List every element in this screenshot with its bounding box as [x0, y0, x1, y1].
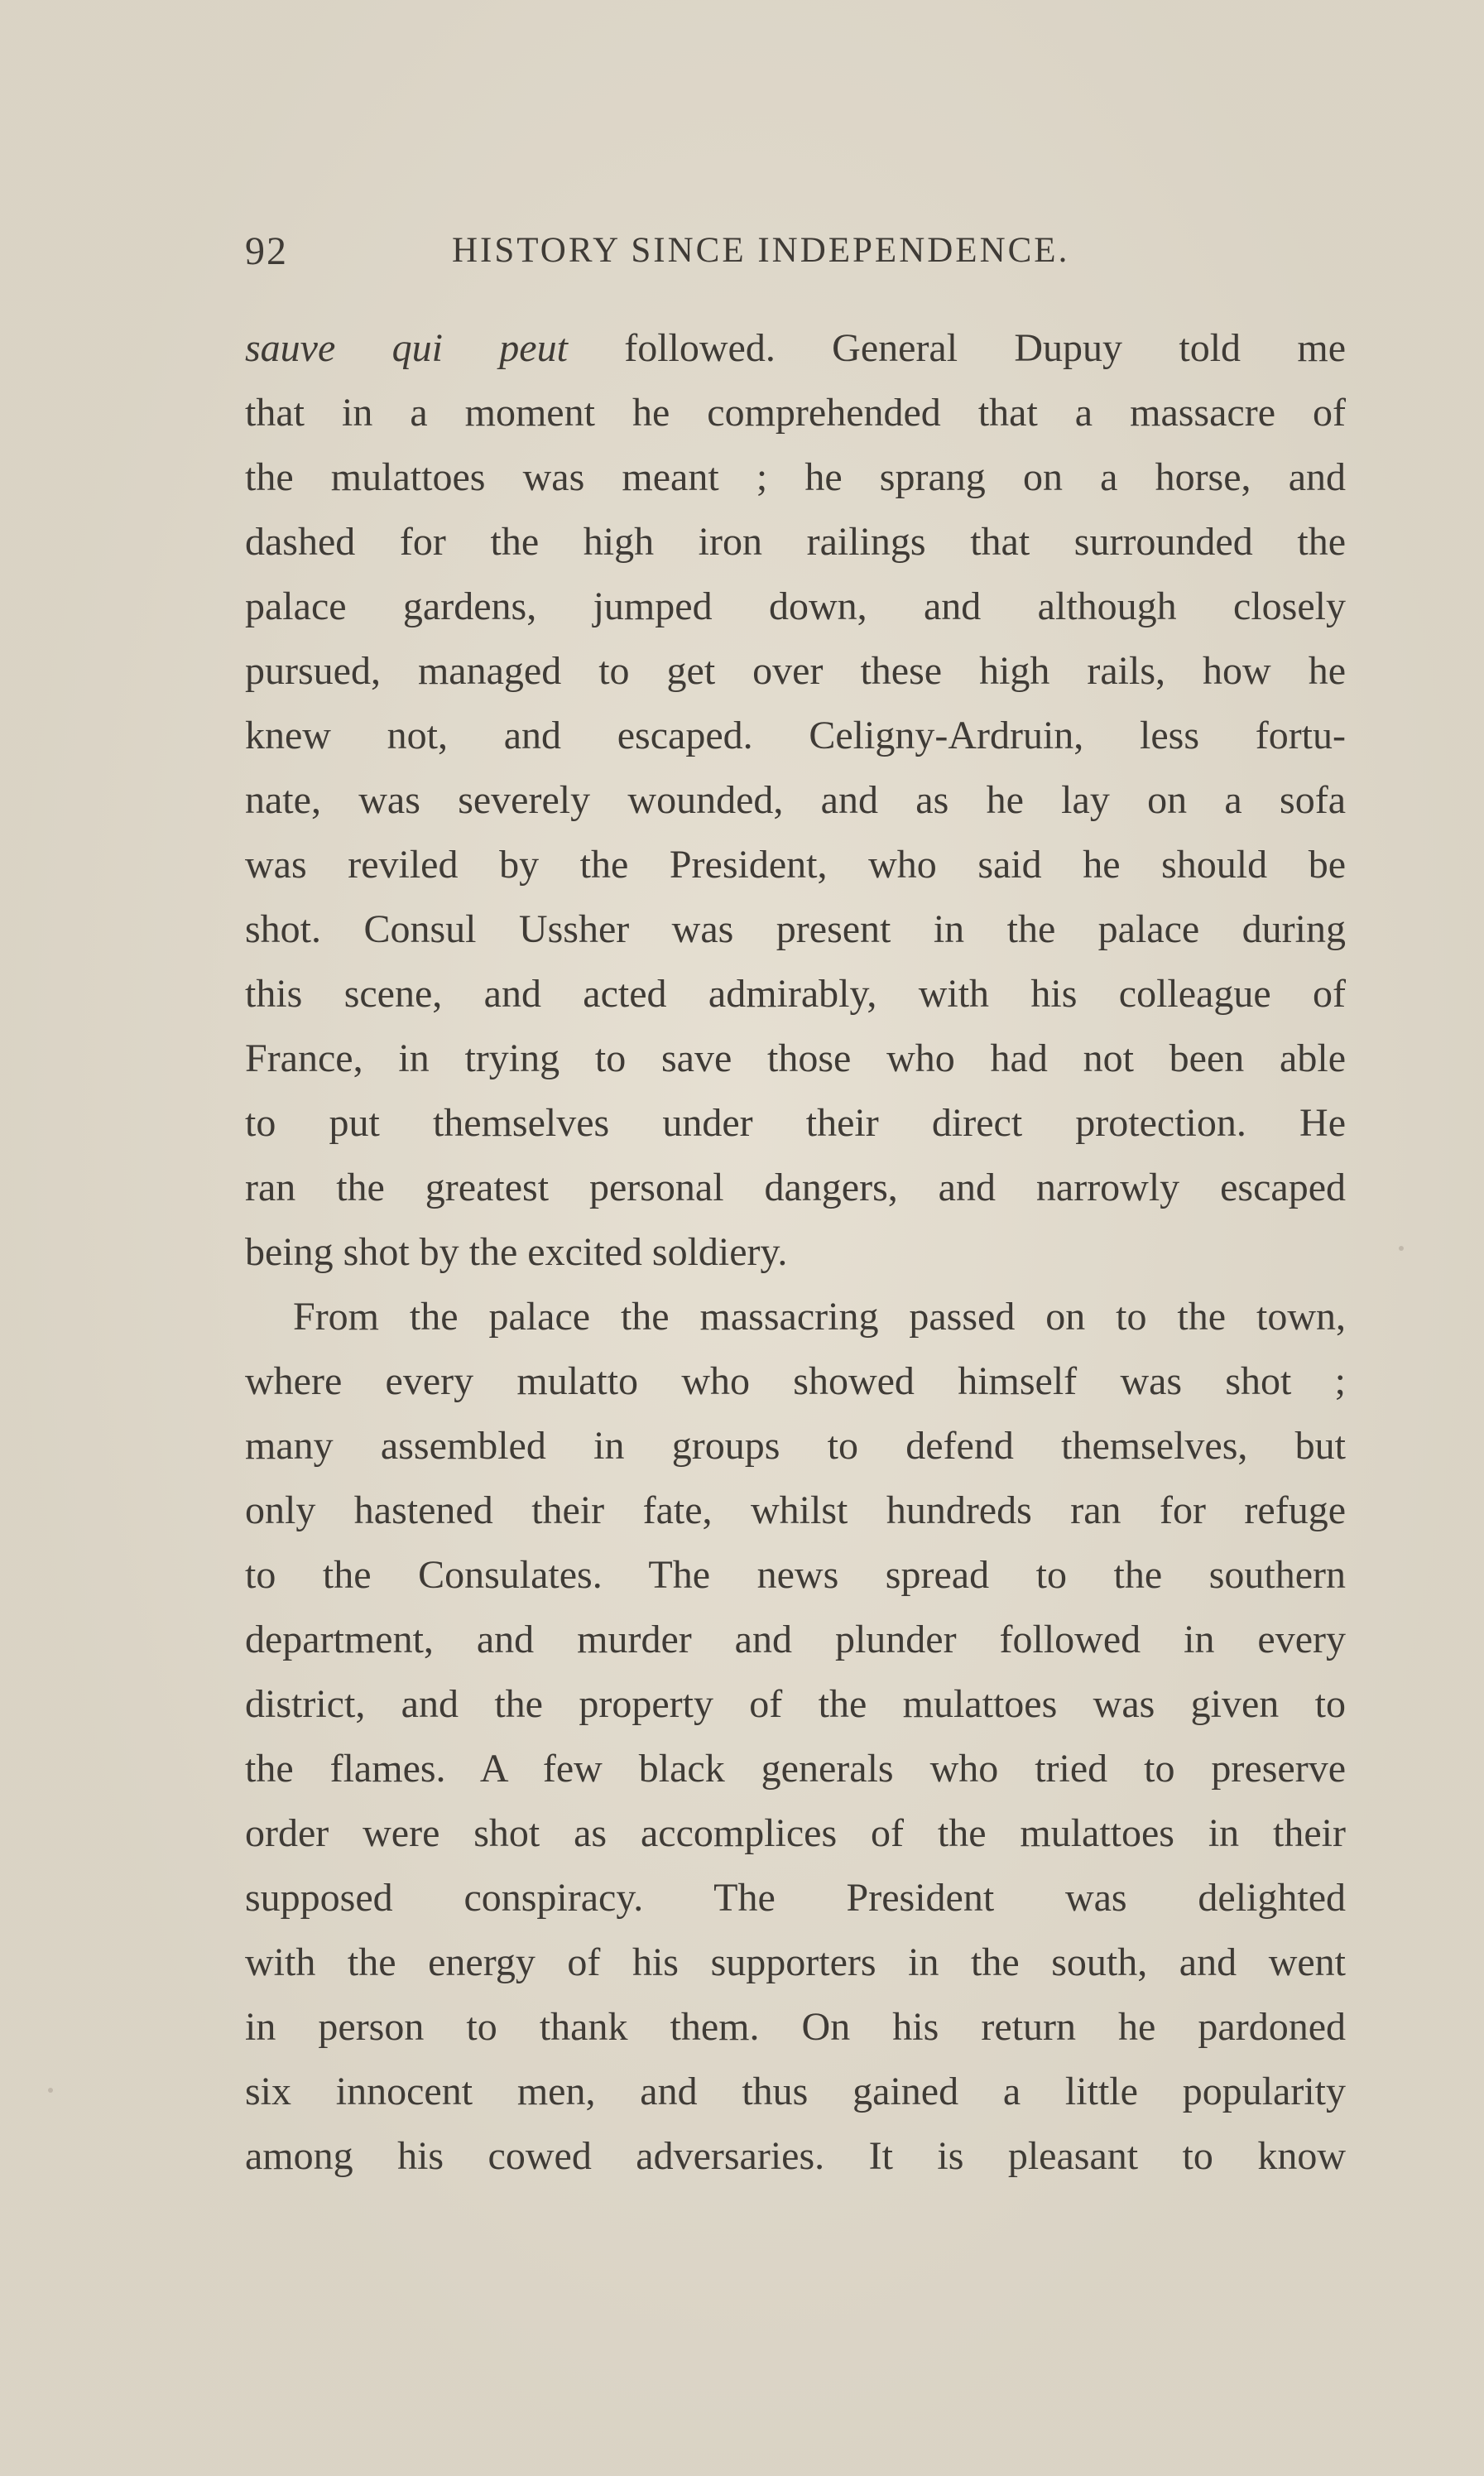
paragraph-start-line: From the palace the massacring passed on to the town, [293, 1295, 1346, 1339]
text-line: the mulattoes was meant ; he sprang on a horse, and [245, 455, 1346, 499]
text-line: with the energy of his supporters in the south, and went [245, 1940, 1346, 1984]
text-line: pursued, managed to get over these high rails, how he [245, 649, 1346, 693]
running-title: HISTORY SINCE INDEPENDENCE. [452, 231, 1070, 270]
italic-phrase: sauve qui peut [245, 326, 568, 370]
text-line: this scene, and acted admirably, with his colleague of [245, 972, 1346, 1016]
text-line: many assembled in groups to defend themselves, but [245, 1424, 1346, 1468]
text-line: shot. Consul Ussher was present in the palace during [245, 907, 1346, 951]
text-line: six innocent men, and thus gained a little popularity [245, 2070, 1346, 2113]
text-line: nate, was severely wounded, and as he lay on a sofa [245, 778, 1346, 822]
text-line: supposed conspiracy. The President was delighted [245, 1876, 1346, 1920]
text-line: palace gardens, jumped down, and although closely [245, 584, 1346, 628]
text-line: to put themselves under their direct protection. He [245, 1101, 1346, 1145]
text-line: to the Consulates. The news spread to the southern [245, 1553, 1346, 1597]
page-number: 92 [245, 229, 288, 273]
text-line: that in a moment he comprehended that a massacre of [245, 391, 1346, 435]
paper-speck [48, 2088, 53, 2093]
text-line: the flames. A few black generals who tried to preserve [245, 1747, 1346, 1791]
text-line: only hastened their fate, whilst hundreds ran for refuge [245, 1488, 1346, 1532]
text-line: in person to thank them. On his return he pardoned [245, 2005, 1346, 2049]
text-line: district, and the property of the mulattoes was given to [245, 1682, 1346, 1726]
body-text [245, 316, 1346, 2189]
text-line: where every mulatto who showed himself was shot ; [245, 1359, 1346, 1403]
text-line: was reviled by the President, who said he should be [245, 843, 1346, 887]
text-line: ran the greatest personal dangers, and narrowly escaped [245, 1166, 1346, 1209]
text-line: dashed for the high iron railings that surrounded the [245, 520, 1346, 564]
text-line: France, in trying to save those who had not been able [245, 1036, 1346, 1080]
text-line: order were shot as accomplices of the mulattoes in their [245, 1811, 1346, 1855]
text-line: among his cowed adversaries. It is pleasant to know [245, 2134, 1346, 2178]
line-1-rest: followed. General Dupuy told me [567, 326, 1347, 370]
text-line: knew not, and escaped. Celigny-Ardruin, less fortu- [245, 714, 1346, 757]
text-line: department, and murder and plunder followed in every [245, 1618, 1346, 1661]
page-header [245, 228, 1346, 278]
paper-speck [1399, 1246, 1404, 1251]
text-line-paragraph-end: being shot by the excited soldiery. [245, 1230, 788, 1274]
text-line-1 [245, 316, 1346, 381]
